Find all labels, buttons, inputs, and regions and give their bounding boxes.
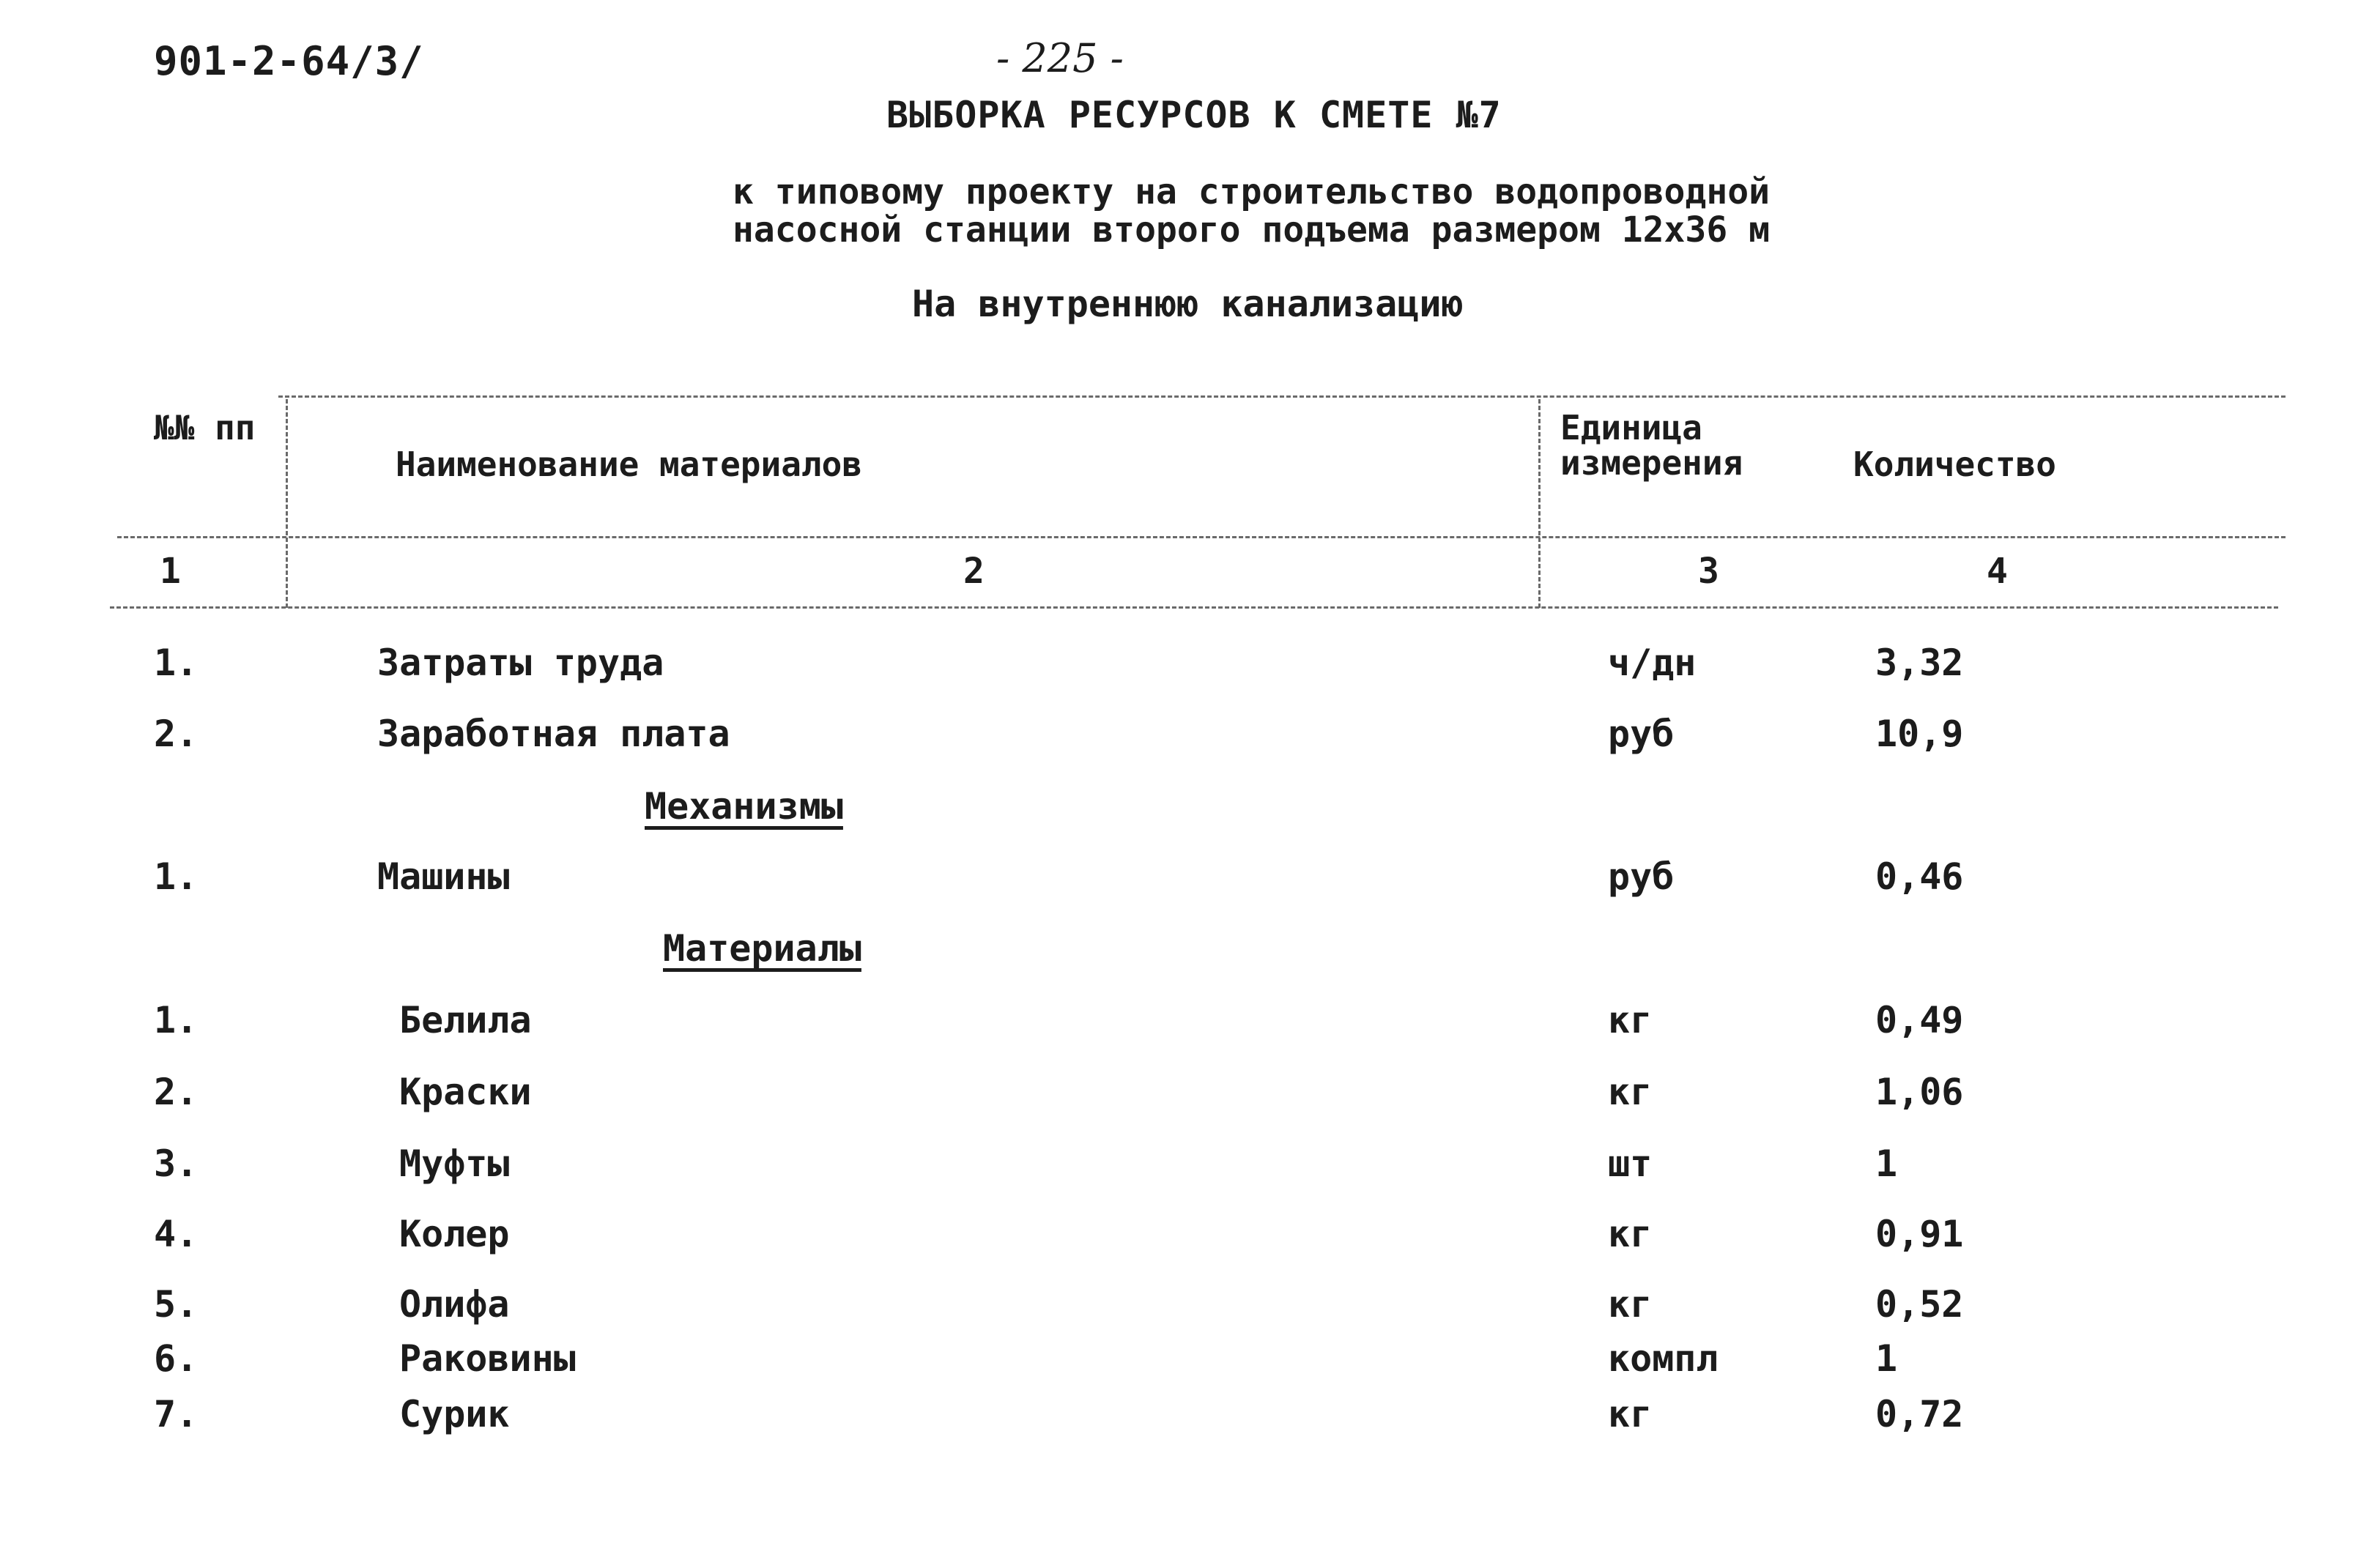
row-qty: 1 (1875, 1142, 1898, 1185)
row-num: 2. (154, 713, 199, 755)
row-num: 1. (154, 642, 199, 684)
column-number-2: 2 (963, 551, 985, 592)
row-num: 6. (154, 1337, 199, 1380)
row-unit: кг (1608, 999, 1653, 1041)
mechanisms-heading: Механизмы (645, 785, 843, 828)
row-qty: 0,72 (1875, 1393, 1964, 1435)
row-unit: кг (1608, 1393, 1653, 1435)
row-name: Белила (399, 999, 532, 1041)
row-name: Раковины (399, 1337, 576, 1380)
row-num: 1. (154, 855, 199, 898)
row-num: 2. (154, 1071, 199, 1113)
row-num: 5. (154, 1283, 199, 1326)
row-num: 1. (154, 999, 199, 1041)
row-qty: 3,32 (1875, 642, 1964, 684)
row-num: 3. (154, 1142, 199, 1185)
row-unit: шт (1608, 1142, 1653, 1185)
header-name: Наименование материалов (396, 445, 862, 484)
header-num: №№ пп (154, 408, 256, 447)
row-unit: кг (1608, 1283, 1653, 1326)
table-column-number-divider (110, 606, 2278, 609)
column-divider-1 (286, 399, 288, 608)
header-qty: Количество (1853, 445, 2056, 484)
column-number-3: 3 (1698, 551, 1719, 592)
row-qty: 0,46 (1875, 855, 1964, 898)
subtitle-line-1: к типовому проекту на строительство водопроводной (733, 171, 1771, 212)
row-name: Краски (399, 1071, 532, 1113)
row-qty: 1,06 (1875, 1071, 1964, 1113)
row-name: Колер (399, 1213, 510, 1255)
row-unit: ч/дн (1608, 642, 1697, 684)
row-unit: руб (1608, 855, 1675, 898)
row-qty: 10,9 (1875, 713, 1964, 755)
row-name: Заработная плата (377, 713, 730, 755)
page-number: - 225 - (996, 35, 1124, 81)
row-qty: 0,52 (1875, 1283, 1964, 1326)
row-name: Олифа (399, 1283, 510, 1326)
table-top-border (278, 395, 2286, 398)
row-unit: компл (1608, 1337, 1719, 1380)
row-name: Затраты труда (377, 642, 664, 684)
table-header-divider (117, 536, 2286, 538)
row-name: Машины (377, 855, 510, 898)
header-unit: Единица измерения (1560, 408, 1743, 483)
row-unit: кг (1608, 1213, 1653, 1255)
row-name: Сурик (399, 1393, 510, 1435)
materials-heading: Материалы (663, 927, 861, 970)
document-subtitle (733, 173, 1770, 249)
column-divider-2 (1538, 399, 1541, 608)
document-title: ВЫБОРКА РЕСУРСОВ К СМЕТЕ №7 (886, 94, 1502, 136)
column-number-4: 4 (1987, 551, 2008, 592)
row-num: 4. (154, 1213, 199, 1255)
row-qty: 1 (1875, 1337, 1898, 1380)
row-qty: 0,91 (1875, 1213, 1964, 1255)
row-name: Муфты (399, 1142, 510, 1185)
row-num: 7. (154, 1393, 199, 1435)
section-heading: На внутреннюю канализацию (912, 283, 1464, 325)
row-unit: кг (1608, 1071, 1653, 1113)
subtitle-line-2: насосной станции второго подъема размером 12х36 м (733, 209, 1771, 250)
row-qty: 0,49 (1875, 999, 1964, 1041)
row-unit: руб (1608, 713, 1675, 755)
column-number-1: 1 (160, 551, 181, 592)
document-code: 901-2-64/3/ (154, 38, 424, 84)
